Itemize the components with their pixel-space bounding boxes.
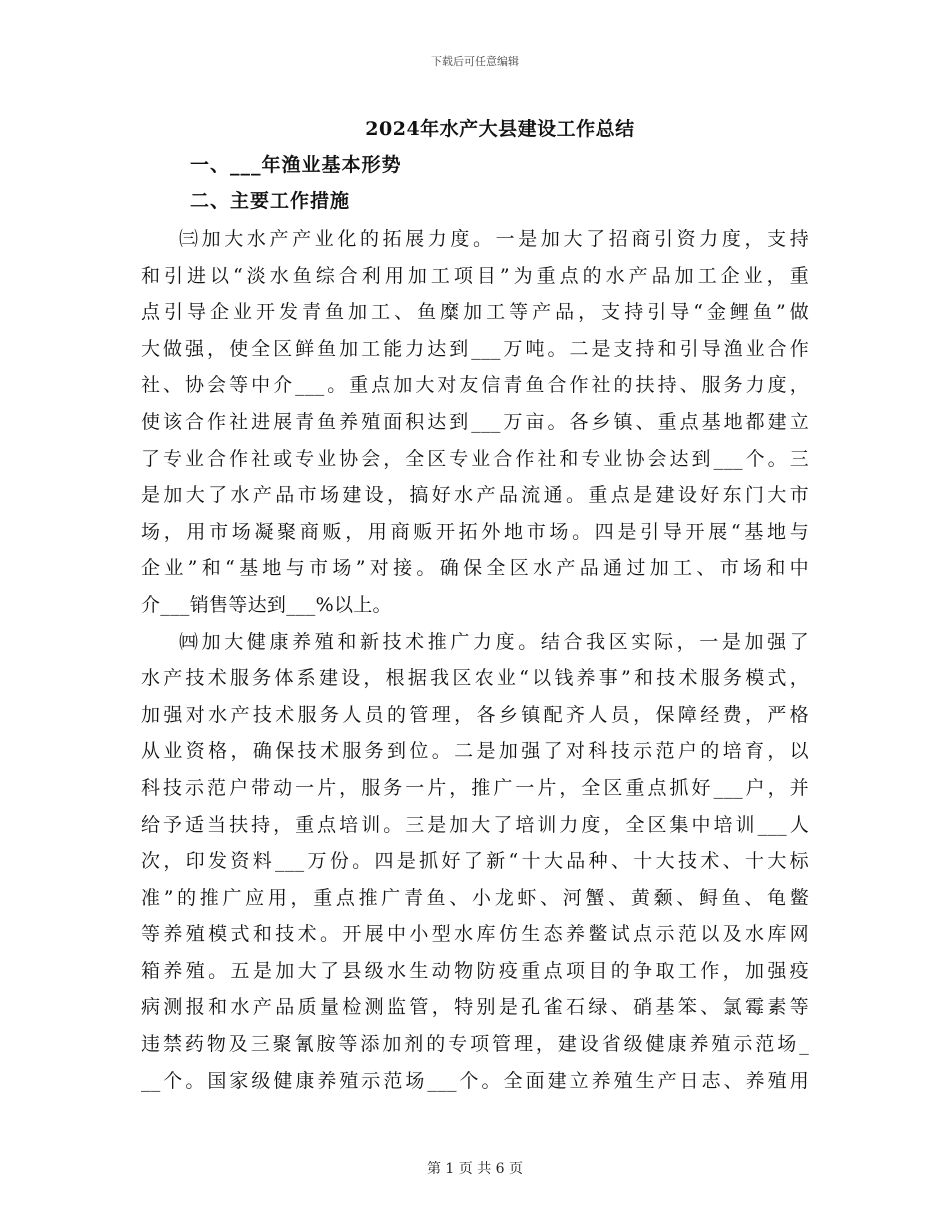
- document-body: [141, 221, 809, 1099]
- paragraph-healthy-farming: [141, 624, 809, 1100]
- paragraph-line: 违禁药物及三聚氰胺等添加剂的专项管理，建设省级健康养殖示范场_: [141, 1033, 809, 1056]
- paragraph-line: 等养殖模式和技术。开展中小型水库仿生态养鳖试点示范以及水库网: [141, 923, 809, 946]
- paragraph-line: 加强对水产技术服务人员的管理，各乡镇配齐人员，保障经费，严格: [141, 703, 809, 726]
- paragraph-line: 使该合作社进展青鱼养殖面积达到___万亩。各乡镇、重点基地都建立: [141, 410, 809, 433]
- paragraph-line: 点引导企业开发青鱼加工、鱼糜加工等产品，支持引导“金鲤鱼”做: [141, 301, 809, 324]
- paragraph-line: 准”的推广应用，重点推广青鱼、小龙虾、河蟹、黄颡、鲟鱼、龟鳖: [141, 886, 809, 909]
- paragraph-line: 次，印发资料___万份。四是抓好了新“十大品种、十大技术、十大标: [141, 850, 809, 873]
- header-note: 下载后可任意编辑: [431, 55, 519, 68]
- paragraph-line: 场，用市场凝聚商贩，用商贩开拓外地市场。四是引导开展“基地与: [141, 520, 809, 543]
- section-heading-1: 一、___年渔业基本形势: [190, 154, 402, 176]
- paragraph-line: 病测报和水产品质量检测监管，特别是孔雀石绿、硝基笨、氯霉素等: [141, 996, 809, 1019]
- paragraph-line: 企业”和“基地与市场”对接。确保全区水产品通过加工、市场和中: [141, 557, 809, 580]
- paragraph-industrialization: [141, 221, 809, 624]
- paragraph-line: 从业资格，确保技术服务到位。二是加强了对科技示范户的培育，以: [141, 740, 809, 763]
- paragraph-line: 给予适当扶持，重点培训。三是加大了培训力度，全区集中培训___人: [141, 813, 809, 836]
- paragraph-line: ㈢加大水产产业化的拓展力度。一是加大了招商引资力度，支持: [179, 228, 809, 250]
- document-title: 2024年水产大县建设工作总结: [365, 118, 635, 140]
- section-heading-2: 二、主要工作措施: [190, 190, 351, 212]
- paragraph-line: 大做强，使全区鲜鱼加工能力达到___万吨。二是支持和引导渔业合作: [141, 337, 809, 360]
- paragraph-line: ㈣加大健康养殖和新技术推广力度。结合我区实际，一是加强了: [179, 630, 809, 653]
- paragraph-line: 水产技术服务体系建设，根据我区农业“以钱养事”和技术服务模式，: [141, 667, 809, 690]
- paragraph-line: 和引进以“淡水鱼综合利用加工项目”为重点的水产品加工企业，重: [141, 264, 809, 287]
- paragraph-line: 了专业合作社或专业协会，全区专业合作社和专业协会达到___个。三: [141, 447, 809, 470]
- page-indicator: 第 1 页 共 6 页: [426, 1161, 524, 1177]
- paragraph-line: 社、协会等中介___。重点加大对友信青鱼合作社的扶持、服务力度，: [141, 374, 809, 397]
- paragraph-line: 箱养殖。五是加大了县级水生动物防疫重点项目的争取工作，加强疫: [141, 959, 809, 982]
- paragraph-line: __个。国家级健康养殖示范场___个。全面建立养殖生产日志、养殖用: [141, 1069, 809, 1092]
- paragraph-line: 是加大了水产品市场建设，搞好水产品流通。重点是建设好东门大市: [141, 484, 809, 507]
- paragraph-line: 科技示范户带动一片，服务一片，推广一片，全区重点抓好___户，并: [141, 776, 809, 799]
- paragraph-line: 介___销售等达到___%以上。: [141, 593, 392, 616]
